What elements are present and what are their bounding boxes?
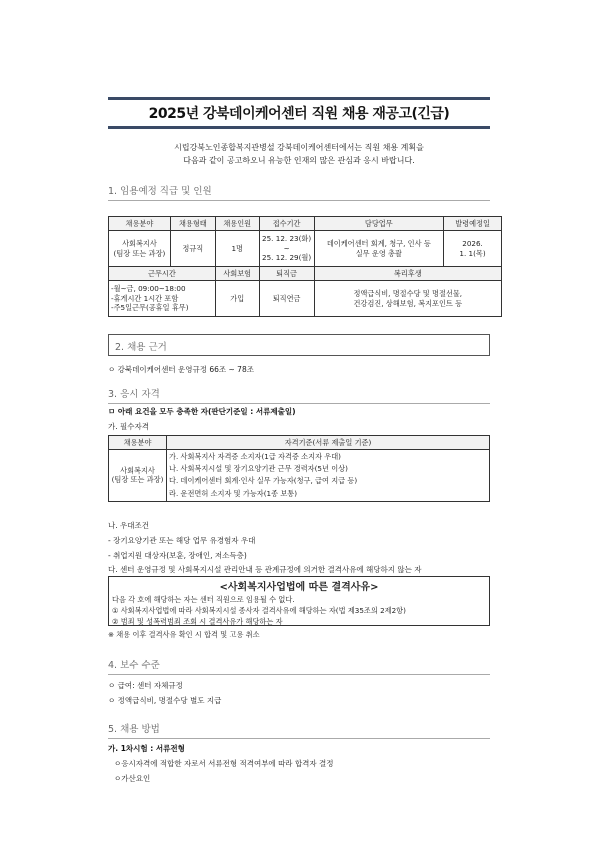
header-start-date: 발령예정일 — [444, 217, 502, 231]
qual-cell-criteria — [167, 450, 490, 502]
eligibility-lead: ㅁ 아래 요건을 모두 충족한 자(판단기준일 : 서류제출일) — [108, 407, 296, 416]
box-line: ② 범죄 및 성폭력범죄 조회 시 결격사유가 해당하는 자 — [112, 617, 283, 627]
title-rule-top — [108, 97, 490, 100]
first-exam-label: 가. 1차시험 : 서류전형 — [108, 744, 185, 753]
cell-type: 정규직 — [170, 231, 215, 267]
header-welfare: 복리후생 — [314, 267, 501, 281]
preference-item: - 장기요양기관 또는 해당 업무 유경험자 우대 — [108, 536, 256, 545]
header-hours: 근무시간 — [109, 267, 216, 281]
cell-hours: -월~금, 09:00~18:00 -휴게시간 1시간 포함 -주5일근무(공휴일 휴무) — [109, 281, 216, 317]
section-heading-5: 5. 채용 방법 — [108, 721, 490, 739]
cell-count: 1명 — [215, 231, 259, 267]
cancellation-note: ※ 채용 이후 결격사유 확인 시 합격 및 고용 취소 — [108, 630, 260, 639]
cell-field: 사회복지사 (팀장 또는 과장) — [109, 231, 171, 267]
cell-insurance: 가입 — [215, 281, 259, 317]
qualification-table — [108, 435, 490, 502]
header-type: 채용형태 — [170, 217, 215, 231]
cell-start-date: 2026. 1. 1(목) — [444, 231, 502, 267]
page-title: 2025년 강북데이케어센터 직원 채용 재공고(긴급) — [148, 106, 450, 122]
salary-item: ㅇ 정액급식비, 명절수당 별도 지급 — [108, 696, 222, 705]
disqualification-box-title: <사회복지사업법에 따른 결격사유> — [219, 582, 379, 593]
qual-header-field: 채용분야 — [109, 436, 167, 450]
header-count: 채용인원 — [215, 217, 259, 231]
section-heading-2: 2. 채용 근거 — [115, 342, 167, 353]
cell-welfare: 정액급식비, 명절수당 및 명절선물, 건강검진, 상해보험, 복지포인트 등 — [314, 281, 501, 317]
criteria-item: 가. 사회복지사 자격증 소지자(1급 자격증 소지자 우대) — [169, 452, 341, 461]
intro-line-1: 시립강북노인종합복지관병설 강북데이케어센터에서는 직원 채용 계획을 — [174, 143, 424, 152]
cell-severance: 퇴직연금 — [259, 281, 314, 317]
disqualification-label: 다. 센터 운영규정 및 사회복지시설 관리안내 등 관계규정에 의거한 결격사유에 해당하지 않는 자 — [108, 565, 422, 574]
header-insurance: 사회보험 — [215, 267, 259, 281]
preference-label: 나. 우대조건 — [108, 521, 149, 530]
position-table — [108, 216, 502, 317]
section-heading-4: 4. 보수 수준 — [108, 657, 490, 675]
header-field: 채용분야 — [109, 217, 171, 231]
title-rule-bottom — [108, 126, 490, 129]
method-item: ㅇ응시자격에 적합한 자로서 서류전형 적격여부에 따라 합격자 결정 — [114, 759, 334, 768]
disqualification-box — [108, 576, 490, 626]
section-heading-2-box — [108, 334, 490, 356]
header-severance: 퇴직금 — [259, 267, 314, 281]
criteria-item: 나. 사회복지시설 및 장기요양기관 근무 경력자(5년 이상) — [169, 464, 348, 474]
header-period: 접수기간 — [259, 217, 314, 231]
basis-item: ㅇ 강북데이케어센터 운영규정 66조 ~ 78조 — [108, 365, 254, 374]
header-duty: 담당업무 — [314, 217, 444, 231]
intro-line-2: 다음과 같이 공고하오니 유능한 인재의 많은 관심과 응시 바랍니다. — [183, 156, 415, 165]
method-item: ㅇ가산요인 — [114, 774, 151, 783]
section-heading-1: 1. 임용예정 직급 및 인원 — [108, 183, 490, 201]
section-heading-3: 3. 응시 자격 — [108, 386, 490, 404]
box-line: 다음 각 호에 해당하는 자는 센터 직원으로 임용될 수 없다. — [112, 595, 295, 604]
criteria-item: 다. 데이케어센터 회계·인사 실무 가능자(청구, 급여 지급 등) — [169, 476, 358, 486]
required-qualification-label: 가. 필수자격 — [108, 422, 149, 431]
cell-duty: 데이케어센터 회계, 청구, 인사 등 실무 운영 총괄 — [314, 231, 444, 267]
box-line: ① 사회복지사업법에 따라 사회복지시설 종사자 결격사유에 해당하는 자(법 제35조의 2제2항) — [112, 606, 406, 616]
qual-header-criteria: 자격기준(서류 제출일 기준) — [167, 436, 490, 450]
qual-cell-field: 사회복지사 (팀장 또는 과장) — [109, 450, 167, 502]
criteria-item: 라. 운전면허 소지자 및 가능자(1종 보통) — [169, 488, 298, 498]
preference-item: - 취업지원 대상자(보훈, 장애인, 저소득층) — [108, 551, 247, 560]
salary-item: ㅇ 급여: 센터 자체규정 — [108, 681, 183, 690]
cell-period: 25. 12. 23(화) ~ 25. 12. 29(월) — [259, 231, 314, 267]
